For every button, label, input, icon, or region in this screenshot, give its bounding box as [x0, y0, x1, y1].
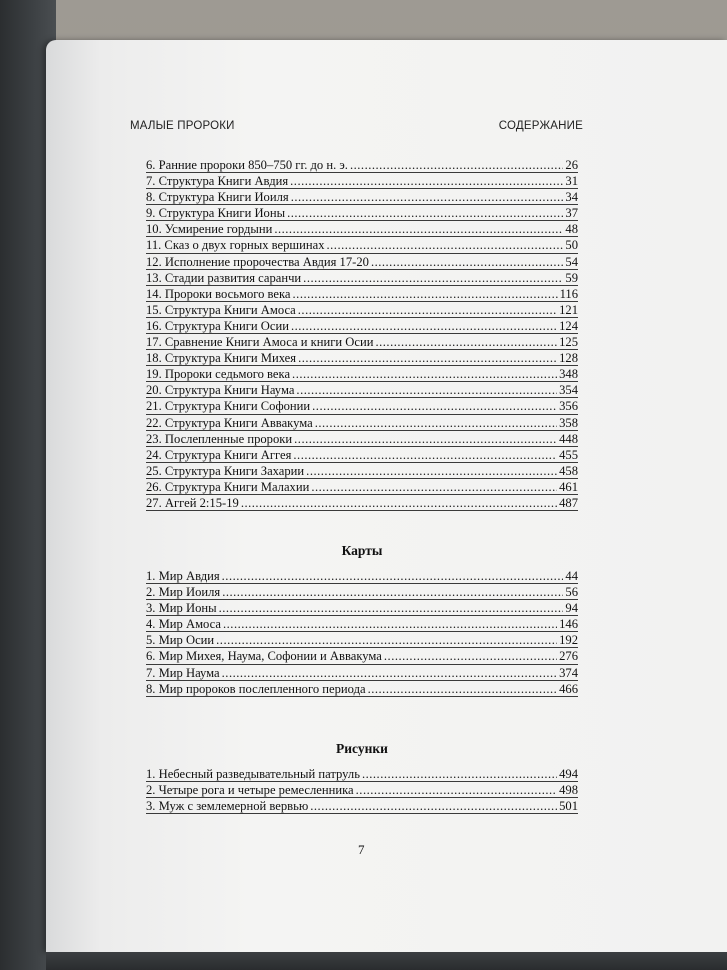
toc-entry-page: 501	[559, 799, 578, 814]
toc-entry-title: 3. Муж с землемерной вервью	[146, 799, 309, 814]
toc-entry-title: 2. Четыре рога и четыре ремесленника	[146, 783, 354, 798]
toc-entry-page: 455	[559, 447, 578, 462]
toc-entry-title: 13. Стадии развития саранчи	[146, 270, 302, 285]
toc-entry-title: 10. Усмирение гордыни	[146, 222, 273, 237]
toc-entry	[146, 334, 578, 350]
toc-entry-title: 17. Сравнение Книги Амоса и книги Осии	[146, 335, 374, 350]
toc-entry	[146, 157, 578, 173]
toc-entry-page: 276	[559, 649, 578, 664]
toc-dot-leader	[294, 431, 557, 447]
toc-entry-page: 56	[565, 585, 578, 600]
toc-entry	[146, 237, 578, 253]
toc-dot-leader	[315, 415, 557, 431]
toc-entry-title: 5. Мир Осии	[146, 633, 215, 648]
toc-entry-title: 9. Структура Книги Ионы	[146, 206, 286, 221]
toc-dot-leader	[293, 286, 558, 302]
toc-entry-title: 20. Структура Книги Наума	[146, 383, 295, 398]
toc-entry-page: 498	[559, 783, 578, 798]
toc-dot-leader	[274, 221, 563, 237]
toc-dot-leader	[298, 350, 557, 366]
toc-entry-title: 6. Мир Михея, Наума, Софонии и Аввакума	[146, 649, 382, 664]
toc-entry	[146, 415, 578, 431]
toc-entry-title: 4. Мир Амоса	[146, 617, 221, 632]
toc-entry	[146, 648, 578, 664]
toc-entry	[146, 681, 578, 697]
toc-figures-list	[146, 766, 578, 814]
toc-entry-page: 192	[559, 633, 578, 648]
toc-entry	[146, 568, 578, 584]
toc-dot-leader	[298, 302, 557, 318]
toc-dot-leader	[241, 495, 557, 511]
toc-entry	[146, 665, 578, 681]
toc-dot-leader	[311, 479, 557, 495]
toc-entry-page: 125	[559, 335, 578, 350]
toc-entry-title: 18. Структура Книги Михея	[146, 351, 297, 366]
toc-dot-leader	[222, 665, 557, 681]
toc-entry-title: 11. Сказ о двух горных вершинах	[146, 238, 325, 253]
toc-entry	[146, 616, 578, 632]
section-title-maps: Карты	[341, 543, 383, 558]
toc-entry-page: 458	[559, 463, 578, 478]
toc-entry-title: 12. Исполнение пророчества Авдия 17-20	[146, 254, 369, 269]
toc-dot-leader	[222, 568, 564, 584]
toc-dot-leader	[293, 447, 557, 463]
toc-dot-leader	[290, 173, 563, 189]
toc-entry-title: 6. Ранние пророки 850–750 гг. до н. э.	[146, 158, 348, 172]
toc-entry	[146, 798, 578, 814]
toc-entry	[146, 270, 578, 286]
toc-dot-leader	[222, 584, 563, 600]
toc-entry	[146, 600, 578, 616]
toc-entry-page: 354	[559, 383, 578, 398]
toc-entry-title: 14. Пророки восьмого века	[146, 286, 291, 301]
toc-entry-page: 48	[565, 222, 578, 237]
toc-dot-leader	[292, 366, 557, 382]
toc-dot-leader	[291, 318, 557, 334]
toc-entry	[146, 205, 578, 221]
toc-dot-leader	[375, 334, 557, 350]
toc-dot-leader	[368, 681, 558, 697]
toc-entry-page: 124	[559, 318, 578, 333]
toc-entry	[146, 254, 578, 270]
toc-entry	[146, 302, 578, 318]
toc-entry-page: 34	[565, 190, 578, 205]
toc-entry	[146, 398, 578, 414]
book-bottom-edge	[46, 952, 727, 970]
toc-entry	[146, 318, 578, 334]
running-head-right: СОДЕРЖАНИЕ	[498, 120, 583, 132]
toc-dot-leader	[216, 632, 557, 648]
toc-entry-title: 26. Структура Книги Малахии	[146, 479, 310, 494]
toc-dot-leader	[310, 798, 557, 814]
toc-entry	[146, 632, 578, 648]
toc-entry-page: 348	[559, 367, 578, 382]
toc-dot-leader	[219, 600, 564, 616]
toc-entry	[146, 431, 578, 447]
toc-entry-page: 37	[565, 206, 578, 221]
toc-entry-page: 494	[559, 767, 578, 781]
toc-entry	[146, 479, 578, 495]
toc-entry-page: 44	[565, 569, 578, 583]
toc-entry-title: 1. Небесный разведывательный патруль	[146, 767, 360, 781]
running-head-left: МАЛЫЕ ПРОРОКИ	[130, 120, 235, 132]
toc-entry	[146, 463, 578, 479]
toc-entry-page: 121	[559, 302, 578, 317]
toc-dot-leader	[362, 766, 557, 782]
toc-entry-title: 3. Мир Ионы	[146, 601, 217, 616]
toc-dot-leader	[371, 254, 563, 270]
toc-entry-title: 8. Структура Книги Иоиля	[146, 190, 289, 205]
toc-tables-list	[146, 157, 578, 511]
toc-entry	[146, 221, 578, 237]
toc-entry-page: 31	[565, 174, 578, 189]
toc-entry-title: 1. Мир Авдия	[146, 569, 220, 583]
page-number: 7	[358, 842, 365, 857]
toc-entry-page: 358	[559, 415, 578, 430]
toc-entry-page: 128	[559, 351, 578, 366]
toc-entry-title: 7. Структура Книги Авдия	[146, 174, 289, 189]
toc-dot-leader	[287, 205, 563, 221]
toc-entry-title: 8. Мир пророков послепленного периода	[146, 681, 366, 696]
toc-entry-page: 94	[565, 601, 578, 616]
toc-dot-leader	[356, 782, 557, 798]
toc-entry-page: 448	[559, 431, 578, 446]
toc-dot-leader	[350, 157, 563, 173]
toc-entry-title: 24. Структура Книги Аггея	[146, 447, 292, 462]
toc-entry-title: 7. Мир Наума	[146, 665, 220, 680]
toc-entry-page: 374	[559, 665, 578, 680]
toc-entry-title: 27. Аггей 2:15-19	[146, 495, 239, 510]
toc-entry	[146, 350, 578, 366]
toc-entry-page: 26	[565, 158, 578, 172]
toc-entry	[146, 189, 578, 205]
toc-dot-leader	[296, 382, 557, 398]
toc-maps-list	[146, 568, 578, 697]
toc-entry-page: 50	[565, 238, 578, 253]
section-title-figures: Рисунки	[336, 741, 388, 756]
toc-entry-title: 16. Структура Книги Осии	[146, 318, 289, 333]
toc-entry	[146, 766, 578, 782]
toc-entry-page: 487	[559, 495, 578, 510]
toc-entry-title: 2. Мир Иоиля	[146, 585, 221, 600]
toc-entry-page: 146	[559, 617, 578, 632]
toc-entry	[146, 173, 578, 189]
toc-entry	[146, 382, 578, 398]
toc-entry-title: 21. Структура Книги Софонии	[146, 399, 311, 414]
toc-entry-page: 54	[565, 254, 578, 269]
toc-entry-page: 461	[559, 479, 578, 494]
toc-entry-title: 19. Пророки седьмого века	[146, 367, 291, 382]
toc-entry-page: 356	[559, 399, 578, 414]
toc-entry-page: 466	[559, 681, 578, 696]
toc-entry	[146, 584, 578, 600]
toc-dot-leader	[223, 616, 557, 632]
toc-entry-title: 22. Структура Книги Аввакума	[146, 415, 313, 430]
toc-dot-leader	[327, 237, 564, 253]
toc-entry-title: 23. Послепленные пророки	[146, 431, 293, 446]
toc-dot-leader	[291, 189, 564, 205]
toc-dot-leader	[384, 648, 557, 664]
toc-entry-page: 116	[559, 286, 578, 301]
toc-entry-title: 25. Структура Книги Захарии	[146, 463, 305, 478]
running-head	[130, 120, 583, 132]
toc-entry-title: 15. Структура Книги Амоса	[146, 302, 296, 317]
toc-entry	[146, 366, 578, 382]
toc-dot-leader	[312, 398, 557, 414]
toc-entry	[146, 286, 578, 302]
toc-entry	[146, 495, 578, 511]
toc-entry	[146, 447, 578, 463]
toc-entry-page: 59	[565, 270, 578, 285]
toc-dot-leader	[303, 270, 563, 286]
toc-dot-leader	[306, 463, 557, 479]
toc-entry	[146, 782, 578, 798]
